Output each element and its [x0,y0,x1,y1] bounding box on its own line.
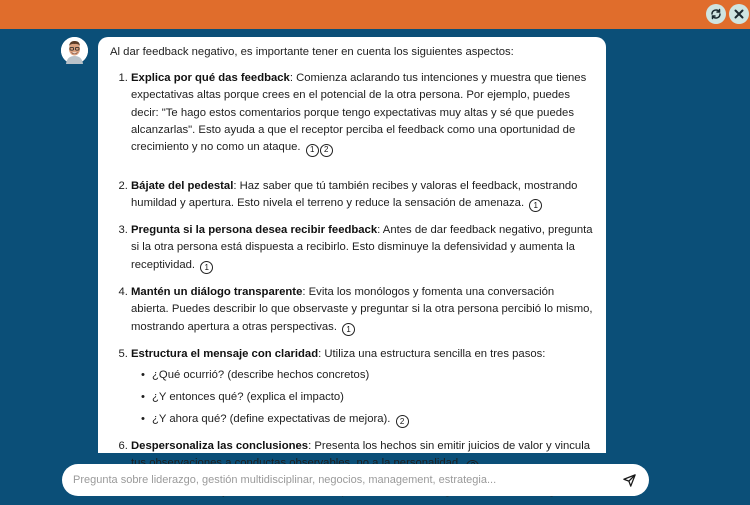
refresh-icon [710,8,722,20]
point-text: : Evita los monólogos y fomenta una conversación abierta. Puedes describir lo que observaste y preguntar si la otra persona percibió lo mismo, mostrando apertura a otras perspectivas. [131,286,593,333]
point-text: : Antes de dar feedback negativo, pregunta si la otra persona está dispuesta a recibirlo. Esto disminuye la defensividad y aumenta la receptividad. [131,224,593,271]
point-title: Pregunta si la persona desea recibir feedback [131,224,378,237]
bullet-text: ¿Qué ocurrió? (describe hechos concretos) [152,369,370,382]
refresh-button[interactable] [706,4,726,24]
title-bar [0,0,750,29]
bullet-item [131,367,594,384]
point-title: Despersonaliza las conclusiones [131,440,309,453]
point-title: Explica por qué das feedback [131,72,290,85]
point-text: : Comienza aclarando tus intenciones y muestra que tienes expectativas altas porque crees en el potencial de la otra persona. Por ejemplo, puedes decir: "Te hago estos comentarios porque tengo expectativas muy altas y sé que puedes alcanzarlas". Esto ayuda a que el receptor perciba el feedback como una oportunidad de crecimiento y no como un ataque. [131,72,587,154]
point-text: : Utiliza una estructura sencilla en tres pasos: [318,348,546,361]
user-avatar-icon [61,37,88,64]
bullet-text: ¿Y entonces qué? (explica el impacto) [152,390,344,403]
list-item [131,70,594,156]
sub-bullet-list [131,367,594,428]
point-text: : Presenta los hechos sin emitir juicios de valor y vincula [308,440,590,453]
chat-input[interactable] [73,474,621,486]
point-title: Bájate del pedestal [131,179,234,192]
citation-badge[interactable]: 2 [320,144,333,157]
list-item [131,346,594,428]
list-item [131,222,594,274]
citation-badge[interactable]: 1 [342,323,355,336]
avatar [61,37,88,64]
bullet-item [131,389,594,406]
chat-composer [62,464,649,496]
message-intro: Al dar feedback negativo, es importante tener en cuenta los siguientes aspectos: [110,46,514,58]
list-item [131,178,594,213]
citation-badge[interactable]: 1 [200,261,213,274]
citation-badge[interactable]: 2 [396,415,409,428]
point-title: Mantén un diálogo transparente [131,286,303,299]
feedback-points-list [110,70,594,500]
bullet-item [131,411,594,429]
close-button[interactable] [729,4,749,24]
point-title: Estructura el mensaje con claridad [131,348,319,361]
bullet-text: ¿Y ahora qué? (define expectativas de mejora). [152,412,391,425]
point-text: : Haz saber que tú también recibes y valoras el feedback, mostrando humildad y apertura. Esto nivela el terreno y reduce la sensación de amenaza. [131,179,578,209]
list-item [131,284,594,336]
send-button[interactable] [621,472,637,488]
citation-badge[interactable]: 1 [529,199,542,212]
assistant-message [98,37,606,453]
close-icon [734,9,744,19]
send-icon [622,473,637,488]
citation-badge[interactable]: 1 [306,144,319,157]
